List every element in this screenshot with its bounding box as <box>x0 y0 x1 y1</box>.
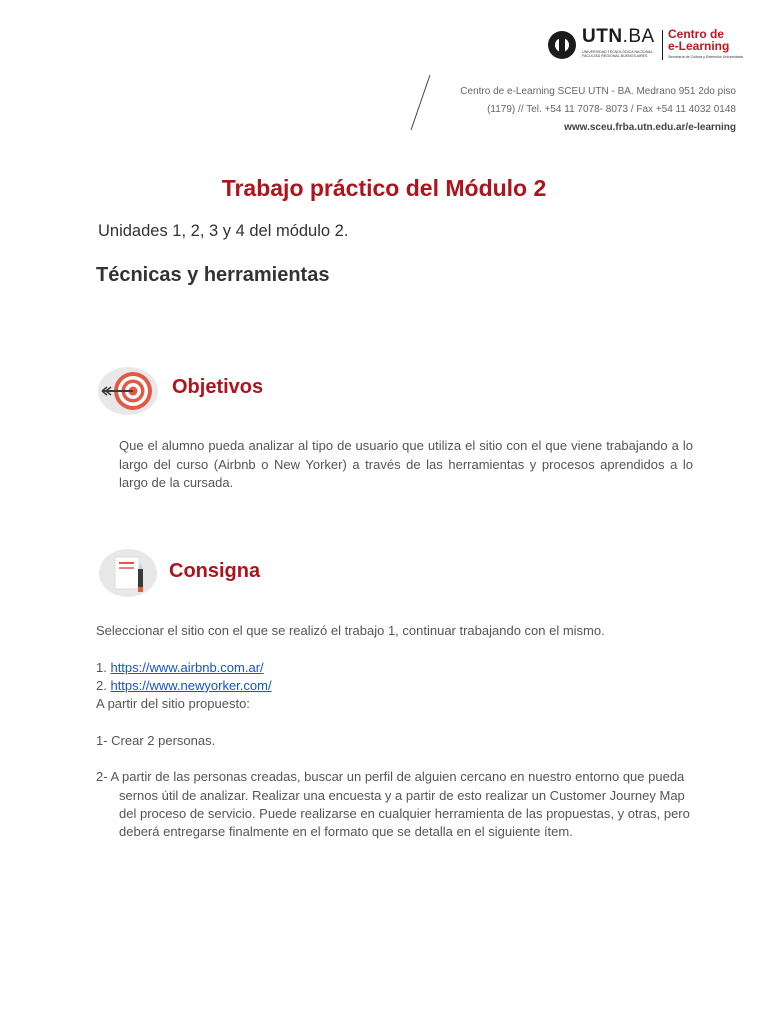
airbnb-link[interactable]: https://www.airbnb.com.ar/ <box>110 659 264 675</box>
units-line: Unidades 1, 2, 3 y 4 del módulo 2. <box>98 222 349 240</box>
address-line: Centro de e-Learning SCEU UTN - BA. Medrano 951 2do piso <box>460 86 736 97</box>
step-2-text: 2- A partir de las personas creadas, buscar un perfil de alguien cercano en nuestro entorno que pueda sernos útil de analizar. Realizar una encuesta y a partir de esto realizar un Customer Journey Map del proceso de servicio. Puede realizarse en cualquier herramienta de las propuestas, y otras, pero deberá entregarse finalmente en el formato que se detalla en el siguiente ítem. <box>96 769 690 840</box>
target-icon <box>96 365 158 417</box>
decorative-slash <box>408 74 434 132</box>
utn-logo-subtitle: UNIVERSIDAD TECNOLÓGICA NACIONAL FACULTAD REGIONAL BUENOS AIRES <box>582 50 653 59</box>
utn-logo-text: UTN.BA <box>582 26 655 47</box>
section-subtitle: Técnicas y herramientas <box>96 264 330 286</box>
site-list-item: 1. https://www.airbnb.com.ar/ <box>96 659 264 675</box>
utn-seal-icon <box>548 31 576 59</box>
objectives-text: Que el alumno pueda analizar al tipo de usuario que utiliza el sitio con el que viene trabajando a lo largo del curso (Airbnb o New Yorker) a través de las herramientas y procesos aprendidos a lo largo de la cursada. <box>119 438 693 490</box>
instructions-intro: Seleccionar el sitio con el que se realizó el trabajo 1, continuar trabajando con el mismo. <box>96 623 605 638</box>
contact-address-block <box>460 83 736 137</box>
utn-ba-elearning-logo <box>548 26 743 66</box>
centro-subtitle: Secretaría de Cultura y Extensión Universitaria <box>668 55 743 59</box>
instructions-heading: Consigna <box>169 560 261 582</box>
website-text: www.sceu.frba.utn.edu.ar/e-learning <box>564 122 736 133</box>
centro-elearning-label: Centro de e-Learning <box>668 27 730 53</box>
phone-line: (1179) // Tel. +54 11 7078- 8073 / Fax +54 11 4032 0148 <box>487 104 736 115</box>
notepad-pencil-icon <box>98 547 160 599</box>
from-site-text: A partir del sitio propuesto: <box>96 696 250 712</box>
logo-divider <box>662 30 663 60</box>
newyorker-link[interactable]: https://www.newyorker.com/ <box>110 677 272 693</box>
site-list-item: 2. https://www.newyorker.com/ <box>96 677 272 693</box>
instructions-body <box>96 622 696 842</box>
page-title: Trabajo práctico del Módulo 2 <box>221 175 547 201</box>
objectives-heading: Objetivos <box>172 376 264 398</box>
step-1-text: 1- Crear 2 personas. <box>96 732 216 748</box>
